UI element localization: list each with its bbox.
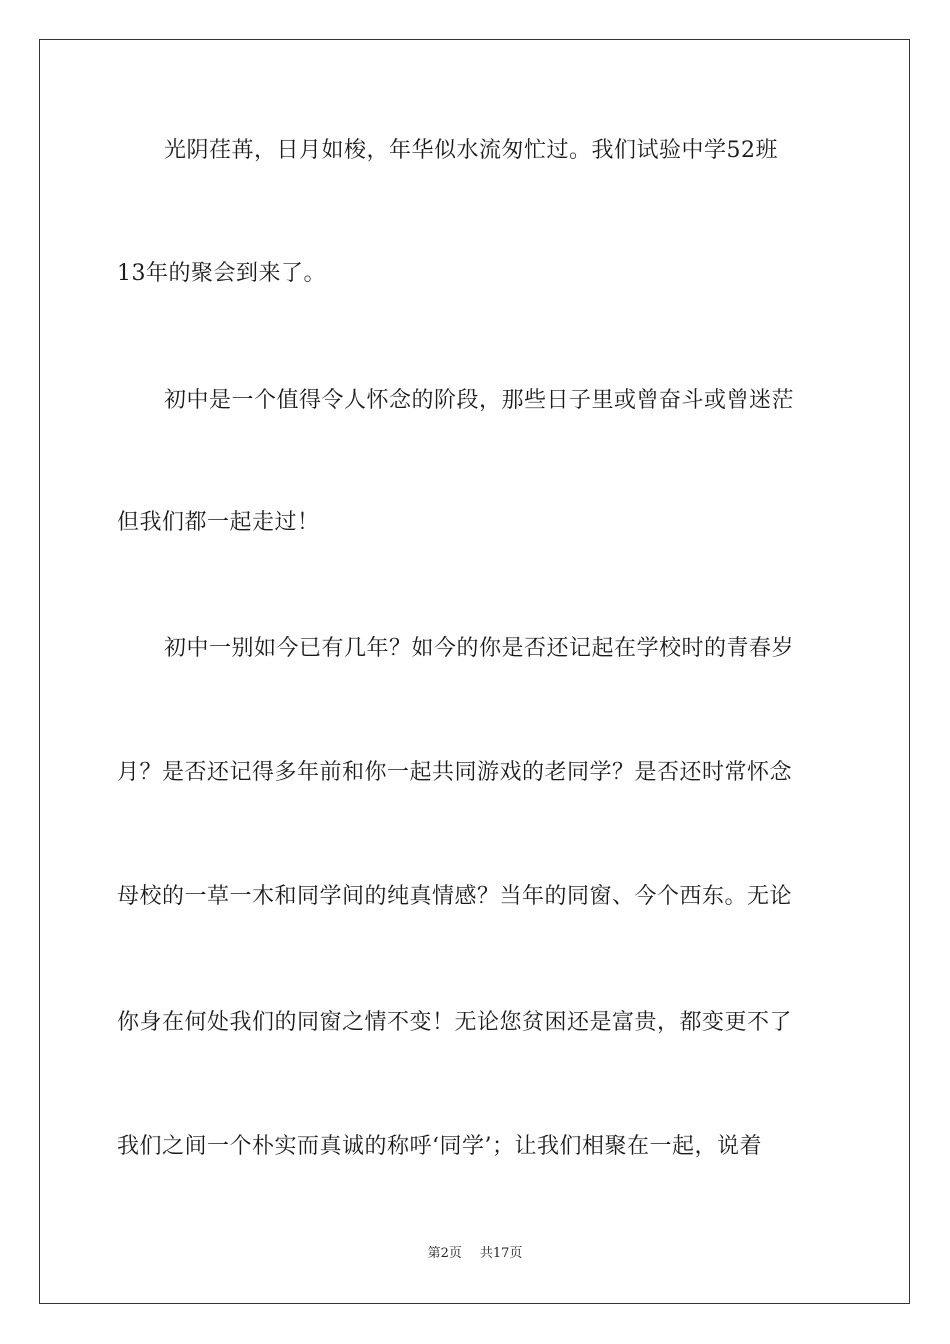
paragraph-line: 初中一别如今已有几年？如今的你是否还记起在学校时的青春岁	[164, 636, 795, 661]
paragraph-line: 我们之间一个朴实而真诚的称呼‘同学’；让我们相聚在一起，说着	[117, 1134, 762, 1159]
page-number: 第2页	[427, 1246, 462, 1261]
page-footer	[0, 1245, 950, 1263]
paragraph-line: 初中是一个值得令人怀念的阶段，那些日子里或曾奋斗或曾迷茫	[164, 388, 795, 413]
paragraph-line: 但我们都一起走过！	[117, 510, 320, 535]
paragraph-line: 你身在何处我们的同窗之情不变！无论您贫困还是富贵，都变更不了	[117, 1010, 793, 1035]
page-border	[39, 39, 910, 1304]
paragraph-line: 母校的一草一木和同学间的纯真情感？当年的同窗、今个西东。无论	[117, 884, 793, 909]
paragraph-line: 月？是否还记得多年前和你一起共同游戏的老同学？是否还时常怀念	[117, 760, 793, 785]
paragraph-line: 光阴荏苒，日月如梭，年华似水流匆忙过。我们试验中学52班	[164, 138, 778, 163]
page-total: 共17页	[479, 1246, 523, 1261]
paragraph-line: 13年的聚会到来了。	[117, 261, 326, 286]
